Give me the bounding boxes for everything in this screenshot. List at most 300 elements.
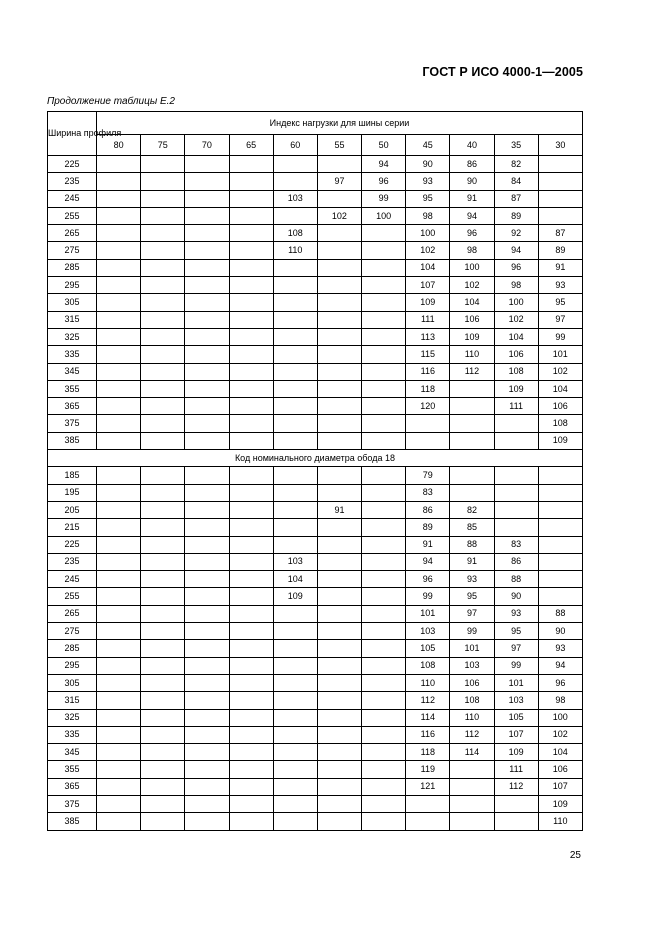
load-index-cell (317, 156, 361, 173)
profile-width-cell: 345 (48, 744, 97, 761)
load-index-cell (538, 207, 582, 224)
load-index-cell (141, 259, 185, 276)
load-index-table (47, 111, 583, 831)
load-index-cell (97, 415, 141, 432)
load-index-cell: 106 (450, 674, 494, 691)
table-row (48, 657, 583, 674)
load-index-cell: 98 (494, 277, 538, 294)
load-index-cell (185, 501, 229, 518)
load-index-cell: 104 (538, 380, 582, 397)
load-index-cell (97, 778, 141, 795)
load-index-cell (450, 432, 494, 449)
load-index-cell: 91 (317, 501, 361, 518)
table-body (48, 156, 583, 831)
table-row (48, 674, 583, 691)
load-index-cell: 103 (450, 657, 494, 674)
load-index-cell: 106 (494, 346, 538, 363)
load-index-cell (141, 363, 185, 380)
load-index-cell (229, 795, 273, 812)
series-header-cell: 45 (406, 135, 450, 156)
profile-width-cell: 315 (48, 692, 97, 709)
load-index-cell: 95 (406, 190, 450, 207)
profile-width-cell: 355 (48, 380, 97, 397)
load-index-cell (97, 605, 141, 622)
load-index-cell (273, 744, 317, 761)
load-index-cell: 99 (450, 623, 494, 640)
table-row (48, 294, 583, 311)
load-index-cell (229, 692, 273, 709)
load-index-cell (97, 726, 141, 743)
load-index-cell (229, 294, 273, 311)
load-index-cell: 107 (406, 277, 450, 294)
load-index-cell (273, 415, 317, 432)
load-index-cell (406, 415, 450, 432)
load-index-cell (185, 467, 229, 484)
load-index-cell (97, 294, 141, 311)
load-index-cell (185, 398, 229, 415)
load-index-cell: 94 (450, 207, 494, 224)
load-index-cell (141, 467, 185, 484)
load-index-cell (185, 778, 229, 795)
load-index-cell (538, 588, 582, 605)
load-index-cell: 108 (406, 657, 450, 674)
load-index-cell (273, 207, 317, 224)
load-index-cell (229, 432, 273, 449)
load-index-cell (273, 605, 317, 622)
load-index-cell (229, 328, 273, 345)
load-index-cell (97, 432, 141, 449)
load-index-cell (97, 519, 141, 536)
load-index-cell (97, 536, 141, 553)
load-index-cell (185, 657, 229, 674)
load-index-cell: 101 (406, 605, 450, 622)
load-index-cell (229, 242, 273, 259)
load-index-cell (273, 657, 317, 674)
table-row (48, 467, 583, 484)
load-index-cell (229, 536, 273, 553)
load-index-cell (97, 744, 141, 761)
load-index-cell (273, 813, 317, 830)
load-index-cell (185, 605, 229, 622)
load-index-cell (273, 778, 317, 795)
table-row (48, 726, 583, 743)
load-index-cell: 93 (450, 571, 494, 588)
table-row (48, 692, 583, 709)
load-index-cell (97, 813, 141, 830)
load-index-cell: 94 (494, 242, 538, 259)
load-index-cell (141, 242, 185, 259)
load-index-cell (273, 156, 317, 173)
load-index-cell (97, 190, 141, 207)
load-index-cell: 112 (494, 778, 538, 795)
load-index-cell (406, 795, 450, 812)
load-index-cell (97, 242, 141, 259)
table-row (48, 242, 583, 259)
load-index-cell: 90 (494, 588, 538, 605)
load-index-cell (317, 519, 361, 536)
load-index-cell: 88 (538, 605, 582, 622)
load-index-cell (141, 795, 185, 812)
load-index-cell: 104 (406, 259, 450, 276)
load-index-cell (229, 398, 273, 415)
load-index-cell (273, 432, 317, 449)
series-header-cell: 35 (494, 135, 538, 156)
load-index-cell (273, 519, 317, 536)
load-index-cell: 100 (494, 294, 538, 311)
load-index-cell (141, 674, 185, 691)
load-index-cell: 106 (538, 761, 582, 778)
table-row (48, 346, 583, 363)
load-index-cell: 97 (538, 311, 582, 328)
load-index-cell (406, 813, 450, 830)
table-row (48, 571, 583, 588)
profile-width-cell: 315 (48, 311, 97, 328)
load-index-cell (97, 795, 141, 812)
table-row (48, 190, 583, 207)
table-row (48, 761, 583, 778)
series-header-cell: 55 (317, 135, 361, 156)
load-index-cell: 110 (538, 813, 582, 830)
load-index-cell (538, 501, 582, 518)
load-index-cell (229, 259, 273, 276)
load-index-cell (229, 156, 273, 173)
load-index-cell: 98 (450, 242, 494, 259)
load-index-cell (97, 311, 141, 328)
table-row (48, 311, 583, 328)
load-index-cell: 86 (494, 553, 538, 570)
profile-width-cell: 225 (48, 536, 97, 553)
load-index-cell: 106 (538, 398, 582, 415)
load-index-cell (185, 173, 229, 190)
profile-width-cell: 225 (48, 156, 97, 173)
load-index-cell (362, 553, 406, 570)
series-header-cell: 50 (362, 135, 406, 156)
load-index-cell (317, 640, 361, 657)
load-index-cell: 102 (450, 277, 494, 294)
load-index-cell (273, 467, 317, 484)
profile-width-cell: 235 (48, 173, 97, 190)
load-index-cell (141, 536, 185, 553)
load-index-cell (185, 415, 229, 432)
load-index-cell: 94 (362, 156, 406, 173)
load-index-cell (494, 795, 538, 812)
load-index-cell (450, 795, 494, 812)
load-index-cell: 87 (538, 225, 582, 242)
profile-width-cell: 345 (48, 363, 97, 380)
load-index-cell: 114 (450, 744, 494, 761)
table-row (48, 640, 583, 657)
load-index-cell: 102 (538, 363, 582, 380)
load-index-cell (229, 761, 273, 778)
load-index-cell: 93 (406, 173, 450, 190)
load-index-cell (141, 380, 185, 397)
load-index-cell (362, 623, 406, 640)
load-index-cell (229, 415, 273, 432)
load-index-cell: 96 (538, 674, 582, 691)
load-index-cell (362, 726, 406, 743)
load-index-cell (273, 692, 317, 709)
load-index-cell (185, 726, 229, 743)
series-header-cell: 70 (185, 135, 229, 156)
load-index-cell (185, 571, 229, 588)
load-index-cell (450, 813, 494, 830)
profile-width-cell: 205 (48, 501, 97, 518)
profile-width-cell: 365 (48, 778, 97, 795)
load-index-cell (141, 813, 185, 830)
load-index-cell (494, 484, 538, 501)
load-index-cell (97, 156, 141, 173)
load-index-cell (185, 432, 229, 449)
load-index-cell (141, 623, 185, 640)
load-index-cell: 92 (494, 225, 538, 242)
load-index-cell: 111 (406, 311, 450, 328)
load-index-cell: 118 (406, 380, 450, 397)
profile-width-cell: 375 (48, 415, 97, 432)
load-index-cell: 109 (450, 328, 494, 345)
load-index-cell: 106 (450, 311, 494, 328)
load-index-cell (362, 225, 406, 242)
load-index-cell (185, 813, 229, 830)
load-index-cell: 91 (450, 553, 494, 570)
profile-width-cell: 195 (48, 484, 97, 501)
load-index-cell: 83 (406, 484, 450, 501)
load-index-cell: 88 (494, 571, 538, 588)
profile-width-cell: 385 (48, 813, 97, 830)
load-index-cell (273, 398, 317, 415)
load-index-cell (97, 761, 141, 778)
load-index-cell (362, 380, 406, 397)
load-index-cell (273, 536, 317, 553)
load-index-cell (141, 744, 185, 761)
series-header-cell: 30 (538, 135, 582, 156)
load-index-cell: 108 (494, 363, 538, 380)
load-index-cell (317, 415, 361, 432)
load-index-cell (141, 328, 185, 345)
load-index-cell: 88 (450, 536, 494, 553)
load-index-cell (273, 640, 317, 657)
load-index-cell: 97 (317, 173, 361, 190)
load-index-cell (97, 623, 141, 640)
section-heading: Код номинального диаметра обода 18 (48, 450, 583, 467)
load-index-cell (450, 761, 494, 778)
series-header-cell: 60 (273, 135, 317, 156)
load-index-cell: 85 (450, 519, 494, 536)
load-index-cell: 100 (362, 207, 406, 224)
table-row (48, 778, 583, 795)
load-index-cell (317, 398, 361, 415)
load-index-cell (273, 346, 317, 363)
profile-width-cell: 285 (48, 259, 97, 276)
load-index-cell: 109 (273, 588, 317, 605)
load-index-cell: 94 (406, 553, 450, 570)
load-index-cell: 96 (362, 173, 406, 190)
load-index-cell: 102 (406, 242, 450, 259)
load-index-cell (141, 484, 185, 501)
load-index-cell (362, 692, 406, 709)
load-index-cell (494, 519, 538, 536)
load-index-cell (273, 259, 317, 276)
load-index-cell (185, 795, 229, 812)
load-index-cell (362, 294, 406, 311)
load-index-cell (97, 553, 141, 570)
load-index-cell (229, 467, 273, 484)
load-index-cell: 91 (406, 536, 450, 553)
load-index-cell (229, 744, 273, 761)
series-header-cell: 65 (229, 135, 273, 156)
load-index-cell: 99 (538, 328, 582, 345)
load-index-cell: 119 (406, 761, 450, 778)
load-index-cell (97, 640, 141, 657)
load-index-cell (362, 588, 406, 605)
table-row (48, 709, 583, 726)
load-index-cell: 112 (406, 692, 450, 709)
load-index-cell (273, 484, 317, 501)
load-index-cell (185, 744, 229, 761)
load-index-cell (141, 398, 185, 415)
load-index-cell (97, 225, 141, 242)
profile-width-cell: 305 (48, 294, 97, 311)
load-index-cell (97, 328, 141, 345)
load-index-cell (317, 363, 361, 380)
load-index-cell (141, 709, 185, 726)
table-row (48, 536, 583, 553)
profile-width-cell: 265 (48, 605, 97, 622)
load-index-cell (450, 415, 494, 432)
load-index-cell: 91 (450, 190, 494, 207)
load-index-cell: 101 (450, 640, 494, 657)
section-heading-row (48, 450, 583, 467)
table-row (48, 328, 583, 345)
load-index-cell (97, 363, 141, 380)
load-index-cell: 110 (273, 242, 317, 259)
load-index-cell: 93 (494, 605, 538, 622)
load-index-cell (141, 346, 185, 363)
load-index-cell (362, 536, 406, 553)
load-index-cell: 105 (494, 709, 538, 726)
load-index-cell (141, 190, 185, 207)
load-index-cell: 103 (406, 623, 450, 640)
table-row (48, 398, 583, 415)
load-index-cell (450, 380, 494, 397)
load-index-cell: 102 (317, 207, 361, 224)
load-index-cell (97, 692, 141, 709)
load-index-cell (317, 277, 361, 294)
load-index-cell (229, 623, 273, 640)
load-index-cell (317, 467, 361, 484)
load-index-cell (538, 536, 582, 553)
load-index-cell (273, 173, 317, 190)
load-index-cell: 103 (494, 692, 538, 709)
load-index-cell (97, 398, 141, 415)
load-index-cell (317, 588, 361, 605)
profile-width-cell: 295 (48, 277, 97, 294)
load-index-cell (317, 432, 361, 449)
load-index-cell (362, 398, 406, 415)
load-index-cell (362, 640, 406, 657)
load-index-cell (273, 277, 317, 294)
load-index-cell: 86 (406, 501, 450, 518)
table-row (48, 484, 583, 501)
load-index-cell (317, 605, 361, 622)
load-index-cell (185, 640, 229, 657)
load-index-cell (185, 674, 229, 691)
load-index-cell (317, 484, 361, 501)
load-index-cell (362, 674, 406, 691)
load-index-cell (362, 415, 406, 432)
load-index-cell (494, 467, 538, 484)
load-index-cell (141, 415, 185, 432)
load-index-cell (538, 519, 582, 536)
load-index-cell: 87 (494, 190, 538, 207)
load-index-cell: 82 (450, 501, 494, 518)
table-row (48, 380, 583, 397)
load-index-cell (317, 536, 361, 553)
load-index-cell (362, 744, 406, 761)
load-index-cell (362, 467, 406, 484)
load-index-cell (185, 207, 229, 224)
load-index-cell: 84 (494, 173, 538, 190)
load-index-cell (362, 778, 406, 795)
load-index-cell (97, 277, 141, 294)
load-index-cell (317, 328, 361, 345)
load-index-cell (317, 225, 361, 242)
load-index-cell: 95 (538, 294, 582, 311)
profile-width-cell: 255 (48, 588, 97, 605)
load-index-cell (317, 795, 361, 812)
table-row (48, 813, 583, 830)
load-index-cell (185, 190, 229, 207)
load-index-cell: 104 (538, 744, 582, 761)
series-header-cell: 80 (97, 135, 141, 156)
load-index-cell: 105 (406, 640, 450, 657)
load-index-cell (185, 623, 229, 640)
profile-width-cell: 275 (48, 242, 97, 259)
load-index-cell (141, 173, 185, 190)
load-index-cell (141, 156, 185, 173)
document-id: ГОСТ Р ИСО 4000-1—2005 (422, 65, 583, 79)
load-index-cell (494, 501, 538, 518)
load-index-cell: 102 (494, 311, 538, 328)
load-index-cell: 91 (538, 259, 582, 276)
profile-width-cell: 335 (48, 726, 97, 743)
load-index-cell (185, 363, 229, 380)
load-index-cell (97, 259, 141, 276)
profile-width-cell: 325 (48, 328, 97, 345)
load-index-cell (317, 242, 361, 259)
load-index-cell (185, 311, 229, 328)
table-row (48, 415, 583, 432)
load-index-cell (185, 692, 229, 709)
load-index-cell: 101 (494, 674, 538, 691)
load-index-cell: 115 (406, 346, 450, 363)
load-index-cell (185, 519, 229, 536)
load-index-cell (538, 484, 582, 501)
load-index-cell (450, 484, 494, 501)
load-index-cell: 120 (406, 398, 450, 415)
load-index-cell: 93 (538, 640, 582, 657)
table-row (48, 623, 583, 640)
profile-width-cell: 375 (48, 795, 97, 812)
load-index-cell (450, 778, 494, 795)
load-index-cell: 96 (406, 571, 450, 588)
load-index-cell (141, 225, 185, 242)
load-index-cell (185, 761, 229, 778)
load-index-cell: 99 (494, 657, 538, 674)
load-index-cell (229, 657, 273, 674)
load-index-cell (229, 225, 273, 242)
load-index-cell (229, 588, 273, 605)
load-index-cell (141, 588, 185, 605)
